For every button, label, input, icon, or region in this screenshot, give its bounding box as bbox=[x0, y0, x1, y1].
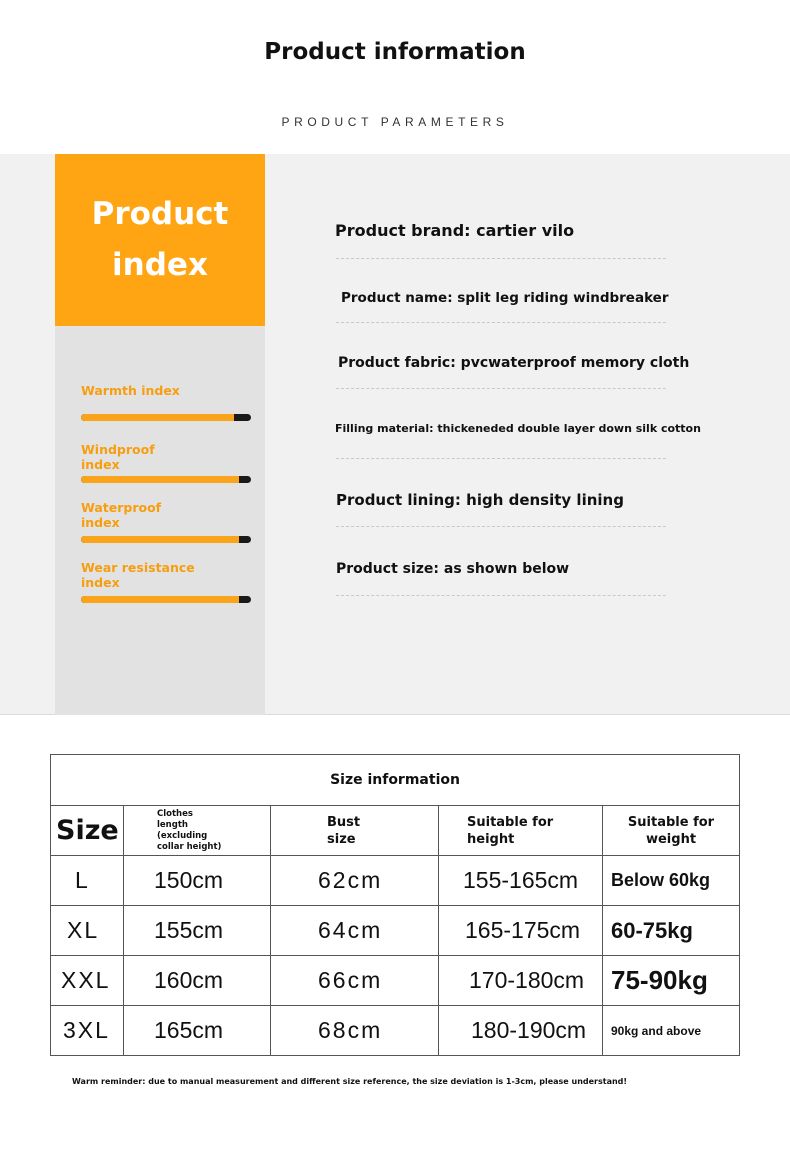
header-height-line: height bbox=[467, 831, 515, 847]
product-parameters-section bbox=[0, 154, 790, 715]
cell-bust: 64cm bbox=[271, 906, 439, 956]
cell-length: 150cm bbox=[124, 856, 271, 906]
cell-size: 3XL bbox=[51, 1006, 124, 1056]
rating-warmth-bar bbox=[81, 414, 251, 421]
detail-size: Product size: as shown below bbox=[336, 561, 570, 577]
rating-wear-resistance-label-line1: Wear resistance bbox=[81, 560, 195, 575]
detail-filling: Filling material: thickeneded double layer down silk cotton bbox=[335, 422, 701, 435]
warm-reminder: Warm reminder: due to manual measurement and different size reference, the size deviation is 1-3cm, please understand! bbox=[72, 1077, 628, 1086]
rating-windproof-label-line1: Windproof bbox=[81, 442, 155, 457]
header-weight bbox=[603, 806, 740, 856]
header-length-line: length bbox=[157, 819, 188, 830]
cell-weight: Below 60kg bbox=[603, 856, 740, 906]
header-bust-line: Bust bbox=[327, 814, 361, 830]
rating-windproof-fill bbox=[81, 476, 239, 483]
detail-lining: Product lining: high density lining bbox=[336, 491, 624, 509]
header-bust bbox=[271, 806, 439, 856]
cell-length: 155cm bbox=[124, 906, 271, 956]
cell-size: XL bbox=[51, 906, 124, 956]
page-title: Product information bbox=[264, 39, 526, 65]
table-row bbox=[51, 856, 740, 906]
cell-size: XXL bbox=[51, 956, 124, 1006]
rating-windproof bbox=[81, 442, 253, 472]
header-length-line: Clothes bbox=[157, 808, 193, 819]
detail-divider bbox=[336, 458, 666, 459]
size-table-header-row bbox=[51, 806, 740, 856]
size-table-caption: Size information bbox=[51, 755, 740, 806]
rating-wear-resistance-fill bbox=[81, 596, 239, 603]
detail-fabric: Product fabric: pvcwaterproof memory cloth bbox=[338, 355, 690, 371]
detail-divider bbox=[336, 322, 666, 323]
cell-weight: 60-75kg bbox=[603, 906, 740, 956]
size-table bbox=[50, 754, 740, 1056]
product-index-title bbox=[92, 189, 229, 291]
rating-waterproof-bar bbox=[81, 536, 251, 543]
detail-divider bbox=[336, 388, 666, 389]
detail-divider bbox=[336, 258, 666, 259]
header-length-line: collar height) bbox=[157, 841, 222, 852]
rating-wear-resistance-bar bbox=[81, 596, 251, 603]
detail-name: Product name: split leg riding windbreaker bbox=[341, 290, 669, 306]
detail-brand: Product brand: cartier vilo bbox=[335, 221, 575, 240]
header-length bbox=[124, 806, 271, 856]
rating-windproof-label-line2: index bbox=[81, 457, 120, 472]
header-bust-line: size bbox=[327, 831, 356, 847]
rating-windproof-bar bbox=[81, 476, 251, 483]
header-weight-line: Suitable for bbox=[627, 814, 715, 830]
table-row bbox=[51, 956, 740, 1006]
product-index-panel bbox=[55, 154, 265, 715]
rating-warmth-label: Warmth index bbox=[81, 383, 180, 398]
cell-height: 180-190cm bbox=[439, 1006, 603, 1056]
detail-divider bbox=[336, 595, 666, 596]
page-header bbox=[0, 0, 790, 154]
cell-height: 155-165cm bbox=[439, 856, 603, 906]
rating-wear-resistance bbox=[81, 560, 253, 590]
rating-waterproof bbox=[81, 500, 253, 530]
cell-bust: 62cm bbox=[271, 856, 439, 906]
product-index-title-line2: index bbox=[112, 247, 208, 283]
table-row bbox=[51, 906, 740, 956]
product-index-title-line1: Product bbox=[91, 196, 229, 232]
rating-waterproof-label-line2: index bbox=[81, 515, 120, 530]
rating-warmth-fill bbox=[81, 414, 234, 421]
header-size: Size bbox=[51, 806, 124, 856]
detail-divider bbox=[336, 526, 666, 527]
cell-bust: 66cm bbox=[271, 956, 439, 1006]
cell-length: 165cm bbox=[124, 1006, 271, 1056]
cell-size: L bbox=[51, 856, 124, 906]
cell-length: 160cm bbox=[124, 956, 271, 1006]
rating-waterproof-fill bbox=[81, 536, 239, 543]
cell-height: 170-180cm bbox=[439, 956, 603, 1006]
rating-wear-resistance-label-line2: index bbox=[81, 575, 120, 590]
page-subtitle: PRODUCT PARAMETERS bbox=[281, 115, 509, 129]
header-length-line: (excluding bbox=[157, 830, 208, 841]
cell-height: 165-175cm bbox=[439, 906, 603, 956]
header-weight-line: weight bbox=[645, 831, 697, 847]
header-height bbox=[439, 806, 603, 856]
table-row bbox=[51, 1006, 740, 1056]
header-height-line: Suitable for bbox=[467, 814, 554, 830]
cell-bust: 68cm bbox=[271, 1006, 439, 1056]
cell-weight: 75-90kg bbox=[603, 956, 740, 1006]
cell-weight: 90kg and above bbox=[603, 1006, 740, 1056]
product-index-title-box bbox=[55, 154, 265, 326]
rating-waterproof-label-line1: Waterproof bbox=[81, 500, 162, 515]
rating-warmth bbox=[81, 383, 253, 398]
